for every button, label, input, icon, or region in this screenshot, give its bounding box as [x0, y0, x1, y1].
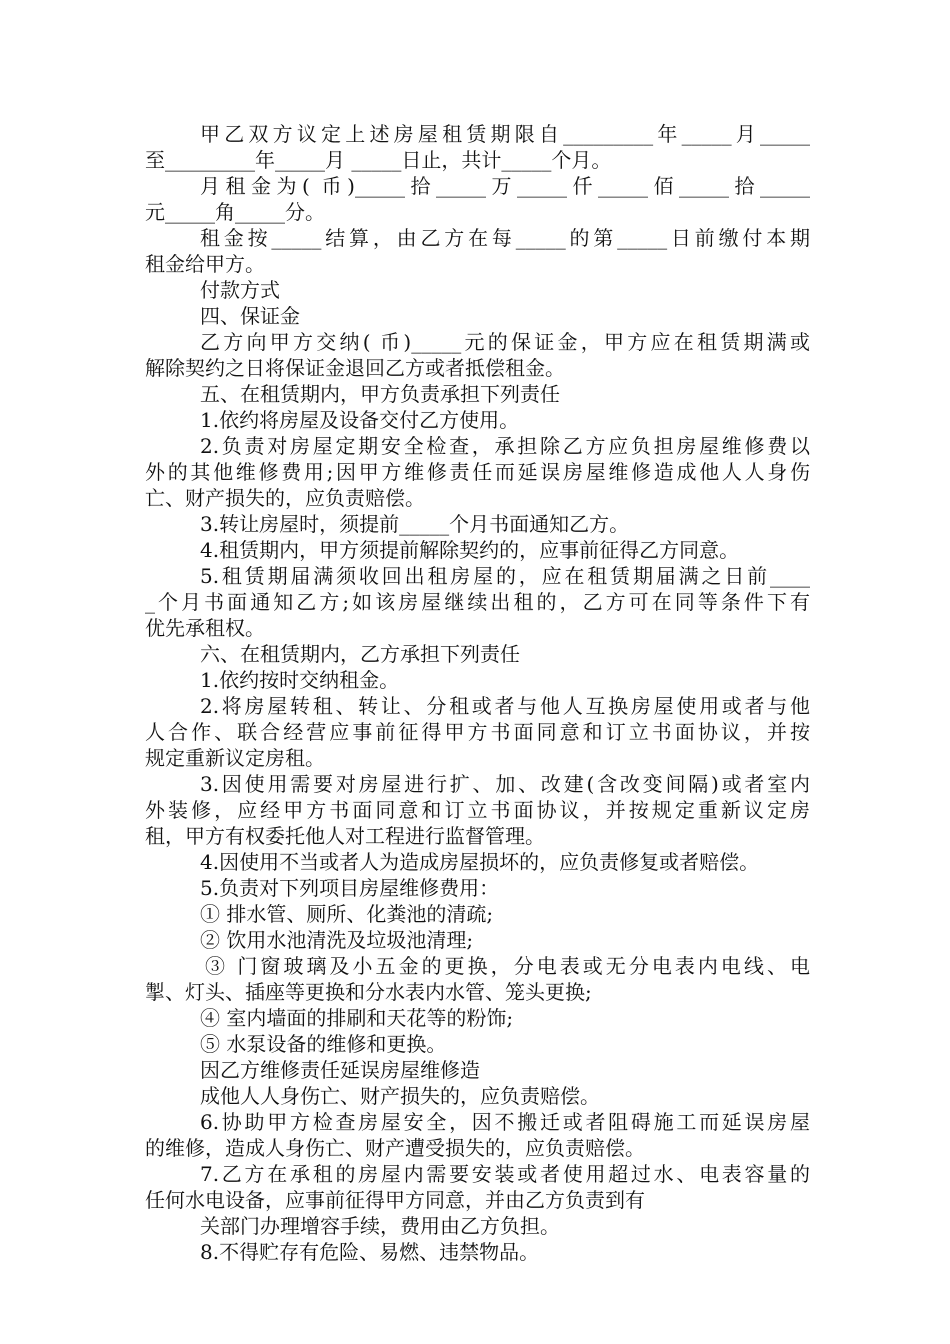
text-line: 甲乙双方议定上述房屋租赁期限自_________年_____月_____	[200, 122, 810, 146]
text-line: 2.负责对房屋定期安全检查，承担除乙方应负担房屋维修费以	[200, 434, 810, 458]
text-line: 优先承租权。	[145, 616, 265, 640]
text-line: 6.协助甲方检查房屋安全，因不搬迁或者阻碍施工而延误房屋	[200, 1110, 810, 1134]
section-heading: 五、在租赁期内，甲方负责承担下列责任	[200, 382, 560, 406]
text-line: 解除契约之日将保证金退回乙方或者抵偿租金。	[145, 356, 565, 380]
text-line: 5.负责对下列项目房屋维修费用：	[200, 876, 500, 900]
list-item: ⑤ 水泵设备的维修和更换。	[200, 1032, 447, 1056]
list-item: ② 饮用水池清洗及垃圾池清理;	[200, 928, 474, 952]
text-line: _个月书面通知乙方;如该房屋继续出租的，乙方可在同等条件下有	[145, 590, 810, 614]
text-line: 亡、财产损失的，应负责赔偿。	[145, 486, 425, 510]
text-line: 元_____角_____分。	[145, 200, 325, 224]
text-line: 因乙方维修责任延误房屋维修造	[200, 1058, 480, 1082]
text-line: 任何水电设备，应事前征得甲方同意，并由乙方负责到有	[145, 1188, 645, 1212]
list-item: ③ 门窗玻璃及小五金的更换，分电表或无分电表内电线、电	[205, 954, 810, 978]
text-line: 月租金为( 币)_____拾_____万_____仟_____佰_____拾_____	[200, 174, 810, 198]
text-line: 掣、灯头、插座等更换和分水表内水管、笼头更换;	[145, 980, 592, 1004]
text-line: 4.因使用不当或者人为造成房屋损坏的，应负责修复或者赔偿。	[200, 850, 760, 874]
text-line: 租，甲方有权委托他人对工程进行监督管理。	[145, 824, 545, 848]
text-line: 7.乙方在承租的房屋内需要安装或者使用超过水、电表容量的	[200, 1162, 810, 1186]
text-line: 人合作、联合经营应事前征得甲方书面同意和订立书面协议，并按	[145, 720, 810, 744]
text-line: 1.依约将房屋及设备交付乙方使用。	[200, 408, 520, 432]
text-line: 8.不得贮存有危险、易燃、违禁物品。	[200, 1240, 540, 1264]
text-line: 外的其他维修费用;因甲方维修责任而延误房屋维修造成他人人身伤	[145, 460, 810, 484]
text-line: 关部门办理增容手续，费用由乙方负担。	[200, 1214, 560, 1238]
text-line: 至_________年_____月 _____日止，共计_____个月。	[145, 148, 612, 172]
text-line: 付款方式	[200, 278, 280, 302]
text-line: 租金按_____结算，由乙方在每_____的第_____日前缴付本期	[200, 226, 810, 250]
text-line: 2.将房屋转租、转让、分租或者与他人互换房屋使用或者与他	[200, 694, 810, 718]
text-line: 4.租赁期内，甲方须提前解除契约的，应事前征得乙方同意。	[200, 538, 740, 562]
text-line: 成他人人身伤亡、财产损失的，应负责赔偿。	[200, 1084, 600, 1108]
text-line: 租金给甲方。	[145, 252, 265, 276]
text-line: 3.转让房屋时，须提前_____个月书面通知乙方。	[200, 512, 630, 536]
text-line: 外装修，应经甲方书面同意和订立书面协议，并按规定重新议定房	[145, 798, 810, 822]
section-heading: 四、保证金	[200, 304, 300, 328]
list-item: ④ 室内墙面的排刷和天花等的粉饰;	[200, 1006, 514, 1030]
text-line: 5.租赁期届满须收回出租房屋的，应在租赁期届满之日前____	[200, 564, 810, 588]
text-line: 乙方向甲方交纳( 币)_____元的保证金，甲方应在租赁期满或	[200, 330, 810, 354]
list-item: ① 排水管、厕所、化粪池的清疏;	[200, 902, 494, 926]
text-line: 1.依约按时交纳租金。	[200, 668, 400, 692]
section-heading: 六、在租赁期内，乙方承担下列责任	[200, 642, 520, 666]
text-line: 规定重新议定房租。	[145, 746, 325, 770]
text-line: 的维修，造成人身伤亡、财产遭受损失的，应负责赔偿。	[145, 1136, 645, 1160]
text-line: 3.因使用需要对房屋进行扩、加、改建(含改变间隔)或者室内	[200, 772, 810, 796]
